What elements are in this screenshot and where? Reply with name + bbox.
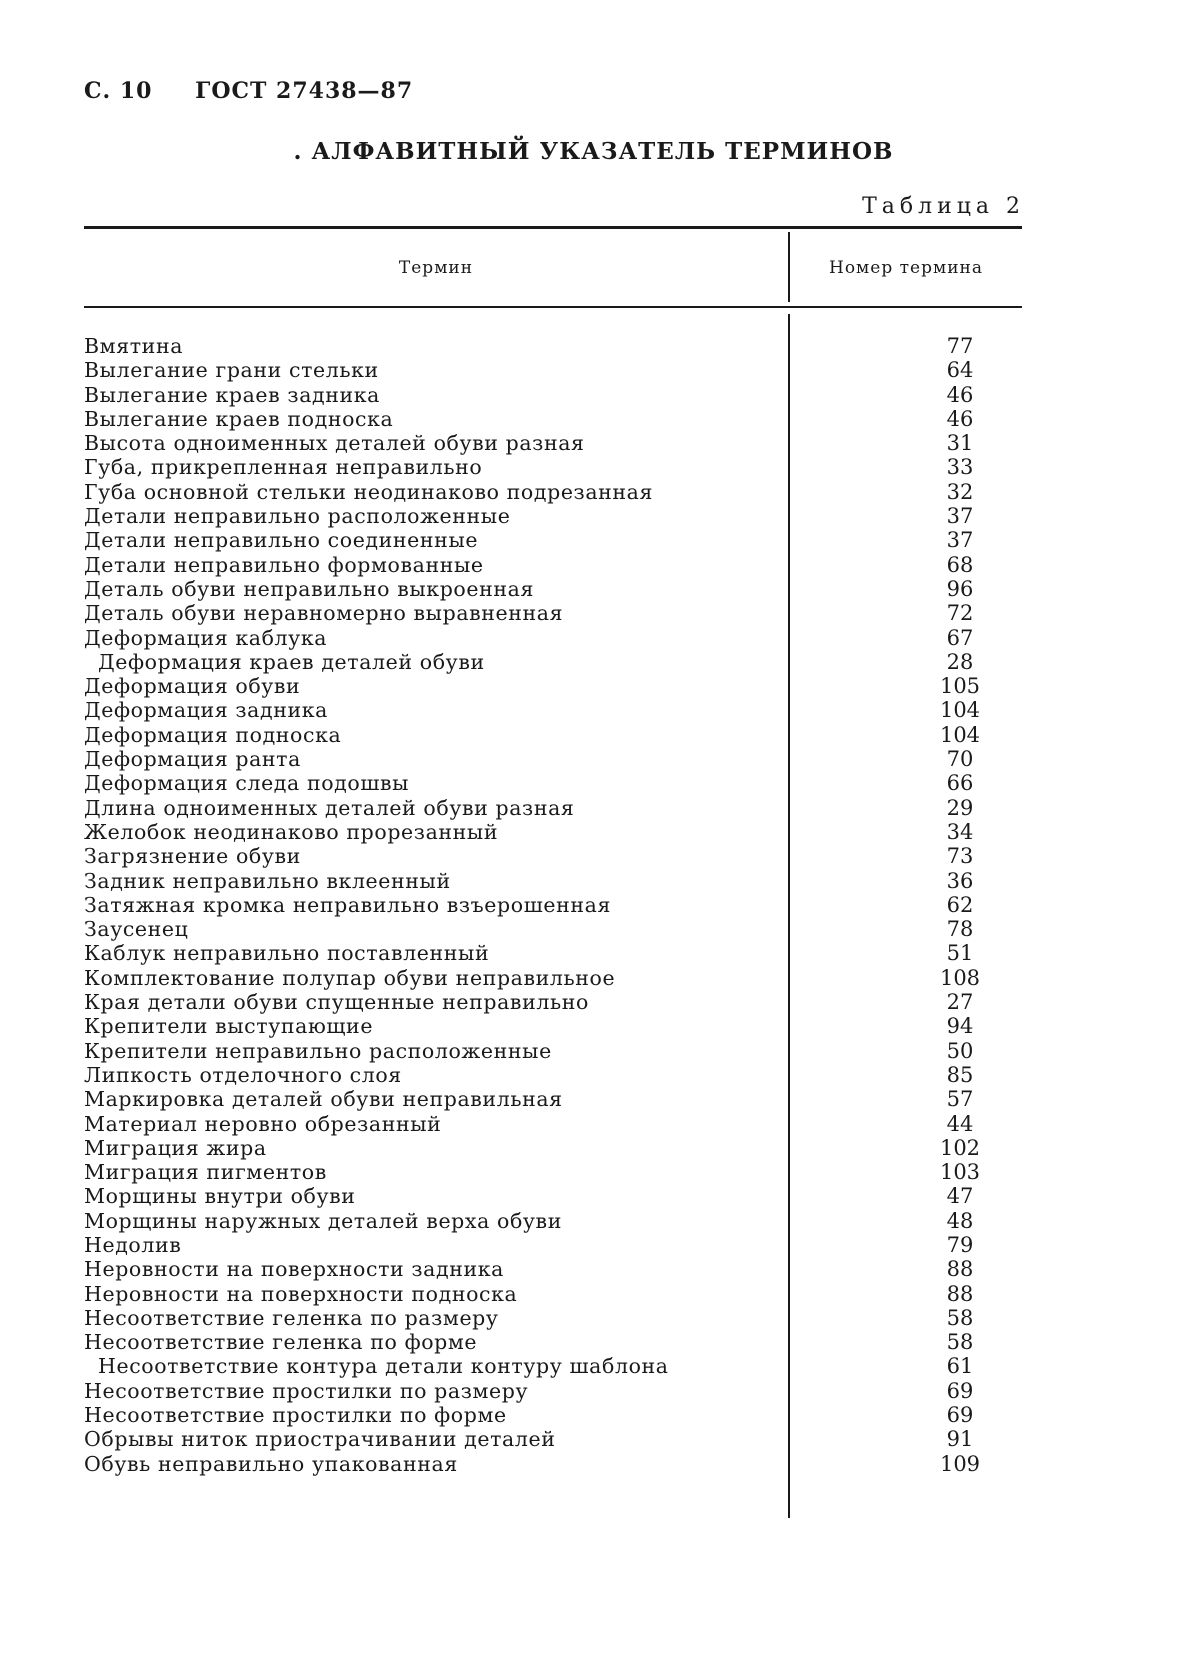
term-number-cell: 46 [946,406,974,431]
table-row [84,893,1022,917]
term-number-cell: 47 [946,1184,974,1209]
term-number-cell: 79 [946,1232,974,1257]
table-row [84,1354,1022,1378]
table-row [84,383,1022,407]
document-code: ГОСТ 27438—87 [195,78,414,104]
term-cell: Детали неправильно соединенные [84,528,479,553]
term-number-cell: 48 [946,1208,974,1233]
table-row [84,334,1022,358]
term-cell: Детали неправильно формованные [84,552,484,577]
term-cell: Несоответствие простилки по форме [84,1403,507,1428]
term-cell: Высота одноименных деталей обуви разная [84,431,585,456]
term-cell: Деформация следа подошвы [84,771,410,796]
table-row [84,698,1022,722]
term-cell: Заусенец [84,917,189,942]
term-cell: Деталь обуви неравномерно выравненная [84,601,564,626]
table-row [84,1184,1022,1208]
table-row [84,1209,1022,1233]
table-row [84,796,1022,820]
term-cell: Крепители неправильно расположенные [84,1038,552,1063]
term-number-cell: 108 [939,965,981,990]
term-number-cell: 34 [946,819,974,844]
term-number-cell: 73 [946,844,974,869]
term-cell: Обрывы ниток приострачивании деталей [84,1427,556,1452]
table-row [84,480,1022,504]
term-cell: Миграция жира [84,1135,267,1160]
term-number-cell: 96 [946,576,974,601]
term-number-cell: 29 [946,795,974,820]
term-number-cell: 94 [946,1014,974,1039]
term-cell: Деформация обуви [84,674,301,699]
table-row [84,1063,1022,1087]
table-row [84,601,1022,625]
term-number-cell: 64 [946,358,974,383]
term-number-cell: 31 [946,431,974,456]
page-title: . АЛФАВИТНЫЙ УКАЗАТЕЛЬ ТЕРМИНОВ [293,138,894,165]
table-row [84,917,1022,941]
table-row [84,1160,1022,1184]
table-row [84,1379,1022,1403]
term-cell: Маркировка деталей обуви неправильная [84,1087,563,1112]
table-row [84,1039,1022,1063]
term-number-cell: 58 [946,1330,974,1355]
table-row [84,577,1022,601]
table-row [84,1136,1022,1160]
term-cell: Деформация ранта [84,747,301,772]
table-row [84,990,1022,1014]
term-cell: Несоответствие геленка по форме [84,1330,478,1355]
table-row [84,723,1022,747]
table-row [84,1427,1022,1451]
table-row [84,358,1022,382]
term-number-cell: 67 [946,625,974,650]
term-number-cell: 58 [946,1305,974,1330]
term-number-cell: 50 [946,1038,974,1063]
term-cell: Детали неправильно расположенные [84,504,511,529]
term-number-cell: 66 [946,771,974,796]
term-cell: Вылегание грани стельки [84,358,379,383]
term-number-cell: 44 [946,1111,974,1136]
terms-table-body [84,334,1022,1476]
term-cell: Вылегание краев задника [84,382,381,407]
table-row [84,1233,1022,1257]
term-cell: Липкость отделочного слоя [84,1062,402,1087]
table-row [84,431,1022,455]
table-row [84,844,1022,868]
term-cell: Обувь неправильно упакованная [84,1451,458,1476]
table-row [84,1112,1022,1136]
term-number-cell: 51 [946,941,974,966]
term-cell: Вылегание краев подноска [84,406,394,431]
term-number-cell: 78 [946,917,974,942]
term-number-cell: 32 [946,479,974,504]
term-cell: Морщины наружных деталей верха обуви [84,1208,562,1233]
term-number-cell: 104 [939,698,981,723]
term-number-cell: 57 [946,1087,974,1112]
term-number-cell: 88 [946,1281,974,1306]
term-number-cell: 68 [946,552,974,577]
term-cell: Каблук неправильно поставленный [84,941,490,966]
term-cell: Материал неровно обрезанный [84,1111,442,1136]
table-row [84,407,1022,431]
term-cell: Крепители выступающие [84,1014,374,1039]
term-cell: Губа, прикрепленная неправильно [84,455,483,480]
term-number-cell: 91 [946,1427,974,1452]
term-number-cell: 69 [946,1403,974,1428]
table-row [84,966,1022,990]
table-row [84,941,1022,965]
table-row [84,650,1022,674]
term-number-cell: 102 [939,1135,981,1160]
table-row [84,1452,1022,1476]
table-row [84,1257,1022,1281]
term-number-cell: 103 [939,1160,981,1185]
term-cell: Деформация задника [84,698,328,723]
term-number-cell: 77 [946,334,974,358]
term-cell: Затяжная кромка неправильно взъерошенная [84,892,611,917]
table-top-rule [84,226,1022,229]
table-row [84,869,1022,893]
term-cell: Неровности на поверхности задника [84,1257,504,1282]
term-cell: Деформация подноска [84,722,342,747]
term-cell: Желобок неодинаково прорезанный [84,819,499,844]
term-cell: Неровности на поверхности подноска [84,1281,518,1306]
table-row [84,455,1022,479]
term-number-cell: 61 [946,1354,974,1379]
term-cell: Губа основной стельки неодинаково подрезанная [84,479,654,504]
term-number-cell: 69 [946,1378,974,1403]
term-number-cell: 88 [946,1257,974,1282]
term-cell: Миграция пигментов [84,1160,327,1185]
table-row [84,1330,1022,1354]
term-cell: Несоответствие простилки по размеру [84,1378,529,1403]
table-row [84,747,1022,771]
term-cell: Деталь обуви неправильно выкроенная [84,576,534,601]
page-header [84,78,413,104]
term-number-cell: 27 [946,990,974,1015]
term-number-cell: 28 [946,649,974,674]
term-cell: Края детали обуви спущенные неправильно [84,990,589,1015]
table-row [84,1306,1022,1330]
term-cell: Комплектование полупар обуви неправильное [84,965,616,990]
term-cell: Недолив [84,1232,182,1257]
column-header-term: Термин [398,258,474,278]
term-cell: Загрязнение обуви [84,844,301,869]
term-number-cell: 62 [946,892,974,917]
term-cell: Деформация краев деталей обуви [98,649,485,674]
term-number-cell: 105 [939,674,981,699]
page-number: С. 10 [84,78,153,104]
term-number-cell: 46 [946,382,974,407]
table-row [84,626,1022,650]
term-number-cell: 70 [946,747,974,772]
term-number-cell: 37 [946,504,974,529]
table-row [84,771,1022,795]
term-number-cell: 72 [946,601,974,626]
table-header-rule [84,306,1022,308]
term-cell: Морщины внутри обуви [84,1184,356,1209]
term-cell: Несоответствие геленка по размеру [84,1305,499,1330]
term-cell: Длина одноименных деталей обуви разная [84,795,575,820]
term-number-cell: 36 [946,868,974,893]
term-cell: Несоответствие контура детали контуру шаблона [98,1354,669,1379]
term-cell: Деформация каблука [84,625,328,650]
term-number-cell: 104 [939,722,981,747]
term-number-cell: 85 [946,1062,974,1087]
table-row [84,674,1022,698]
term-number-cell: 33 [946,455,974,480]
table-row [84,1014,1022,1038]
column-header-number: Номер термина [829,258,983,278]
term-number-cell: 109 [939,1451,981,1476]
term-number-cell: 37 [946,528,974,553]
table-row [84,528,1022,552]
table-caption: Таблица 2 [862,194,1025,219]
table-row [84,1403,1022,1427]
table-row [84,553,1022,577]
table-row [84,504,1022,528]
table-row [84,820,1022,844]
term-cell: Задник неправильно вклеенный [84,868,451,893]
term-cell: Вмятина [84,334,184,358]
table-row [84,1282,1022,1306]
table-row [84,1087,1022,1111]
